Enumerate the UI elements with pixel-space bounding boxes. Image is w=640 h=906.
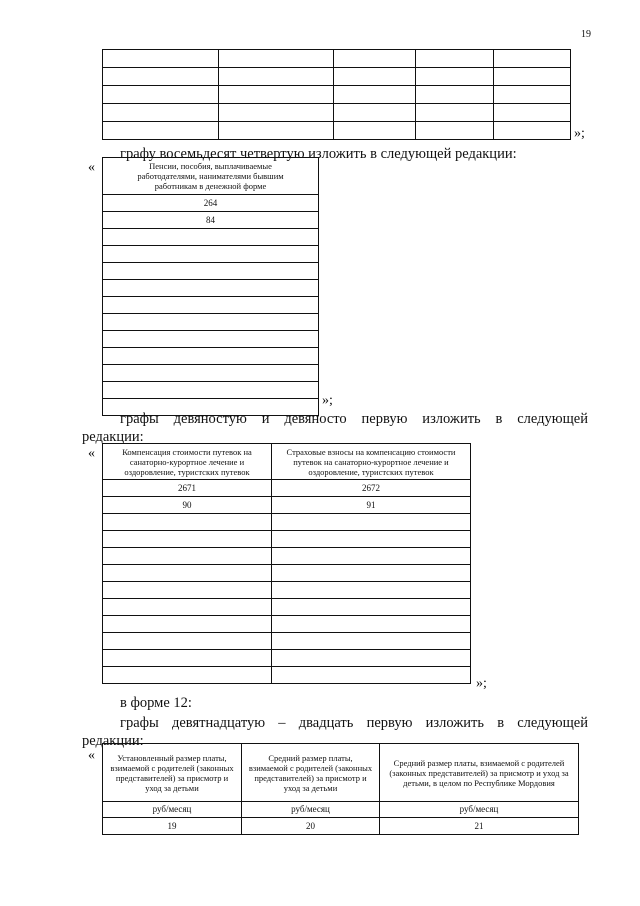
table-row <box>103 365 319 382</box>
page-number: 19 <box>581 29 591 40</box>
table-row <box>103 599 471 616</box>
opening-quote: « <box>88 160 95 175</box>
closing-quote: »; <box>574 126 585 141</box>
table-row <box>103 104 571 122</box>
table-row <box>103 297 319 314</box>
closing-quote: »; <box>322 393 333 408</box>
table-row <box>103 650 471 667</box>
table-row <box>103 280 319 297</box>
column-code: 2671 <box>103 480 272 497</box>
table-row <box>103 314 319 331</box>
table-row <box>103 68 571 86</box>
column-header: Средний размер платы, взимаемой с родителей (законных представителей) за присмотр и уход за детьми <box>242 744 380 802</box>
unit-cell: руб/месяц <box>103 802 242 818</box>
column-header: Установленный размер платы, взимаемой с родителей (законных представителей) за присмотр и уход за детьми <box>103 744 242 802</box>
instruction-columns-19-21: графы девятнадцатую – двадцать первую изложить в следующей <box>120 715 588 731</box>
instruction-columns-90-91: графы девяностую и девяносто первую изложить в следующей <box>120 411 588 427</box>
table-row <box>103 263 319 280</box>
closing-quote: »; <box>476 676 487 691</box>
column-header: Пенсии, пособия, выплачиваемые работодателями, нанимателями бывшим работникам в денежной форме <box>103 158 319 195</box>
table-row <box>103 331 319 348</box>
column-code: 264 <box>103 195 319 212</box>
table-row <box>103 531 471 548</box>
column-number: 91 <box>272 497 471 514</box>
column-number: 20 <box>242 818 380 835</box>
table-row <box>103 548 471 565</box>
form-12-table <box>102 743 579 835</box>
instruction-column-84: графу восемьдесят четвертую изложить в следующей редакции: <box>120 146 517 162</box>
table-row <box>103 229 319 246</box>
table-row <box>103 86 571 104</box>
column-number: 84 <box>103 212 319 229</box>
column-header: Средний размер платы, взимаемой с родителей (законных представителей) за присмотр и уход за детьми, в целом по Республике Мордовия <box>380 744 579 802</box>
table-row <box>103 50 571 68</box>
table-row <box>103 667 471 684</box>
column-84-table <box>102 157 319 416</box>
unit-cell: руб/месяц <box>242 802 380 818</box>
column-number: 21 <box>380 818 579 835</box>
column-number: 90 <box>103 497 272 514</box>
unit-cell: руб/месяц <box>380 802 579 818</box>
column-header: Страховые взносы на компенсацию стоимости путевок на санаторно-курортное лечение и оздоровление, туристских путевок <box>272 444 471 480</box>
instruction-continuation: редакции: <box>82 429 144 445</box>
instruction-continuation: редакции: <box>82 733 144 749</box>
table-row <box>103 514 471 531</box>
table-row <box>103 348 319 365</box>
table-row <box>103 565 471 582</box>
table-row <box>103 582 471 599</box>
table-row <box>103 246 319 263</box>
opening-quote: « <box>88 446 95 461</box>
previous-table-fragment <box>102 49 571 140</box>
column-number: 19 <box>103 818 242 835</box>
opening-quote: « <box>88 748 95 763</box>
column-code: 2672 <box>272 480 471 497</box>
table-row <box>103 616 471 633</box>
table-row <box>103 122 571 140</box>
column-header: Компенсация стоимости путевок на санаторно-курортное лечение и оздоровление, туристских путевок <box>103 444 272 480</box>
form-12-label: в форме 12: <box>120 695 192 711</box>
table-row <box>103 382 319 399</box>
columns-90-91-table <box>102 443 471 684</box>
table-row <box>103 633 471 650</box>
